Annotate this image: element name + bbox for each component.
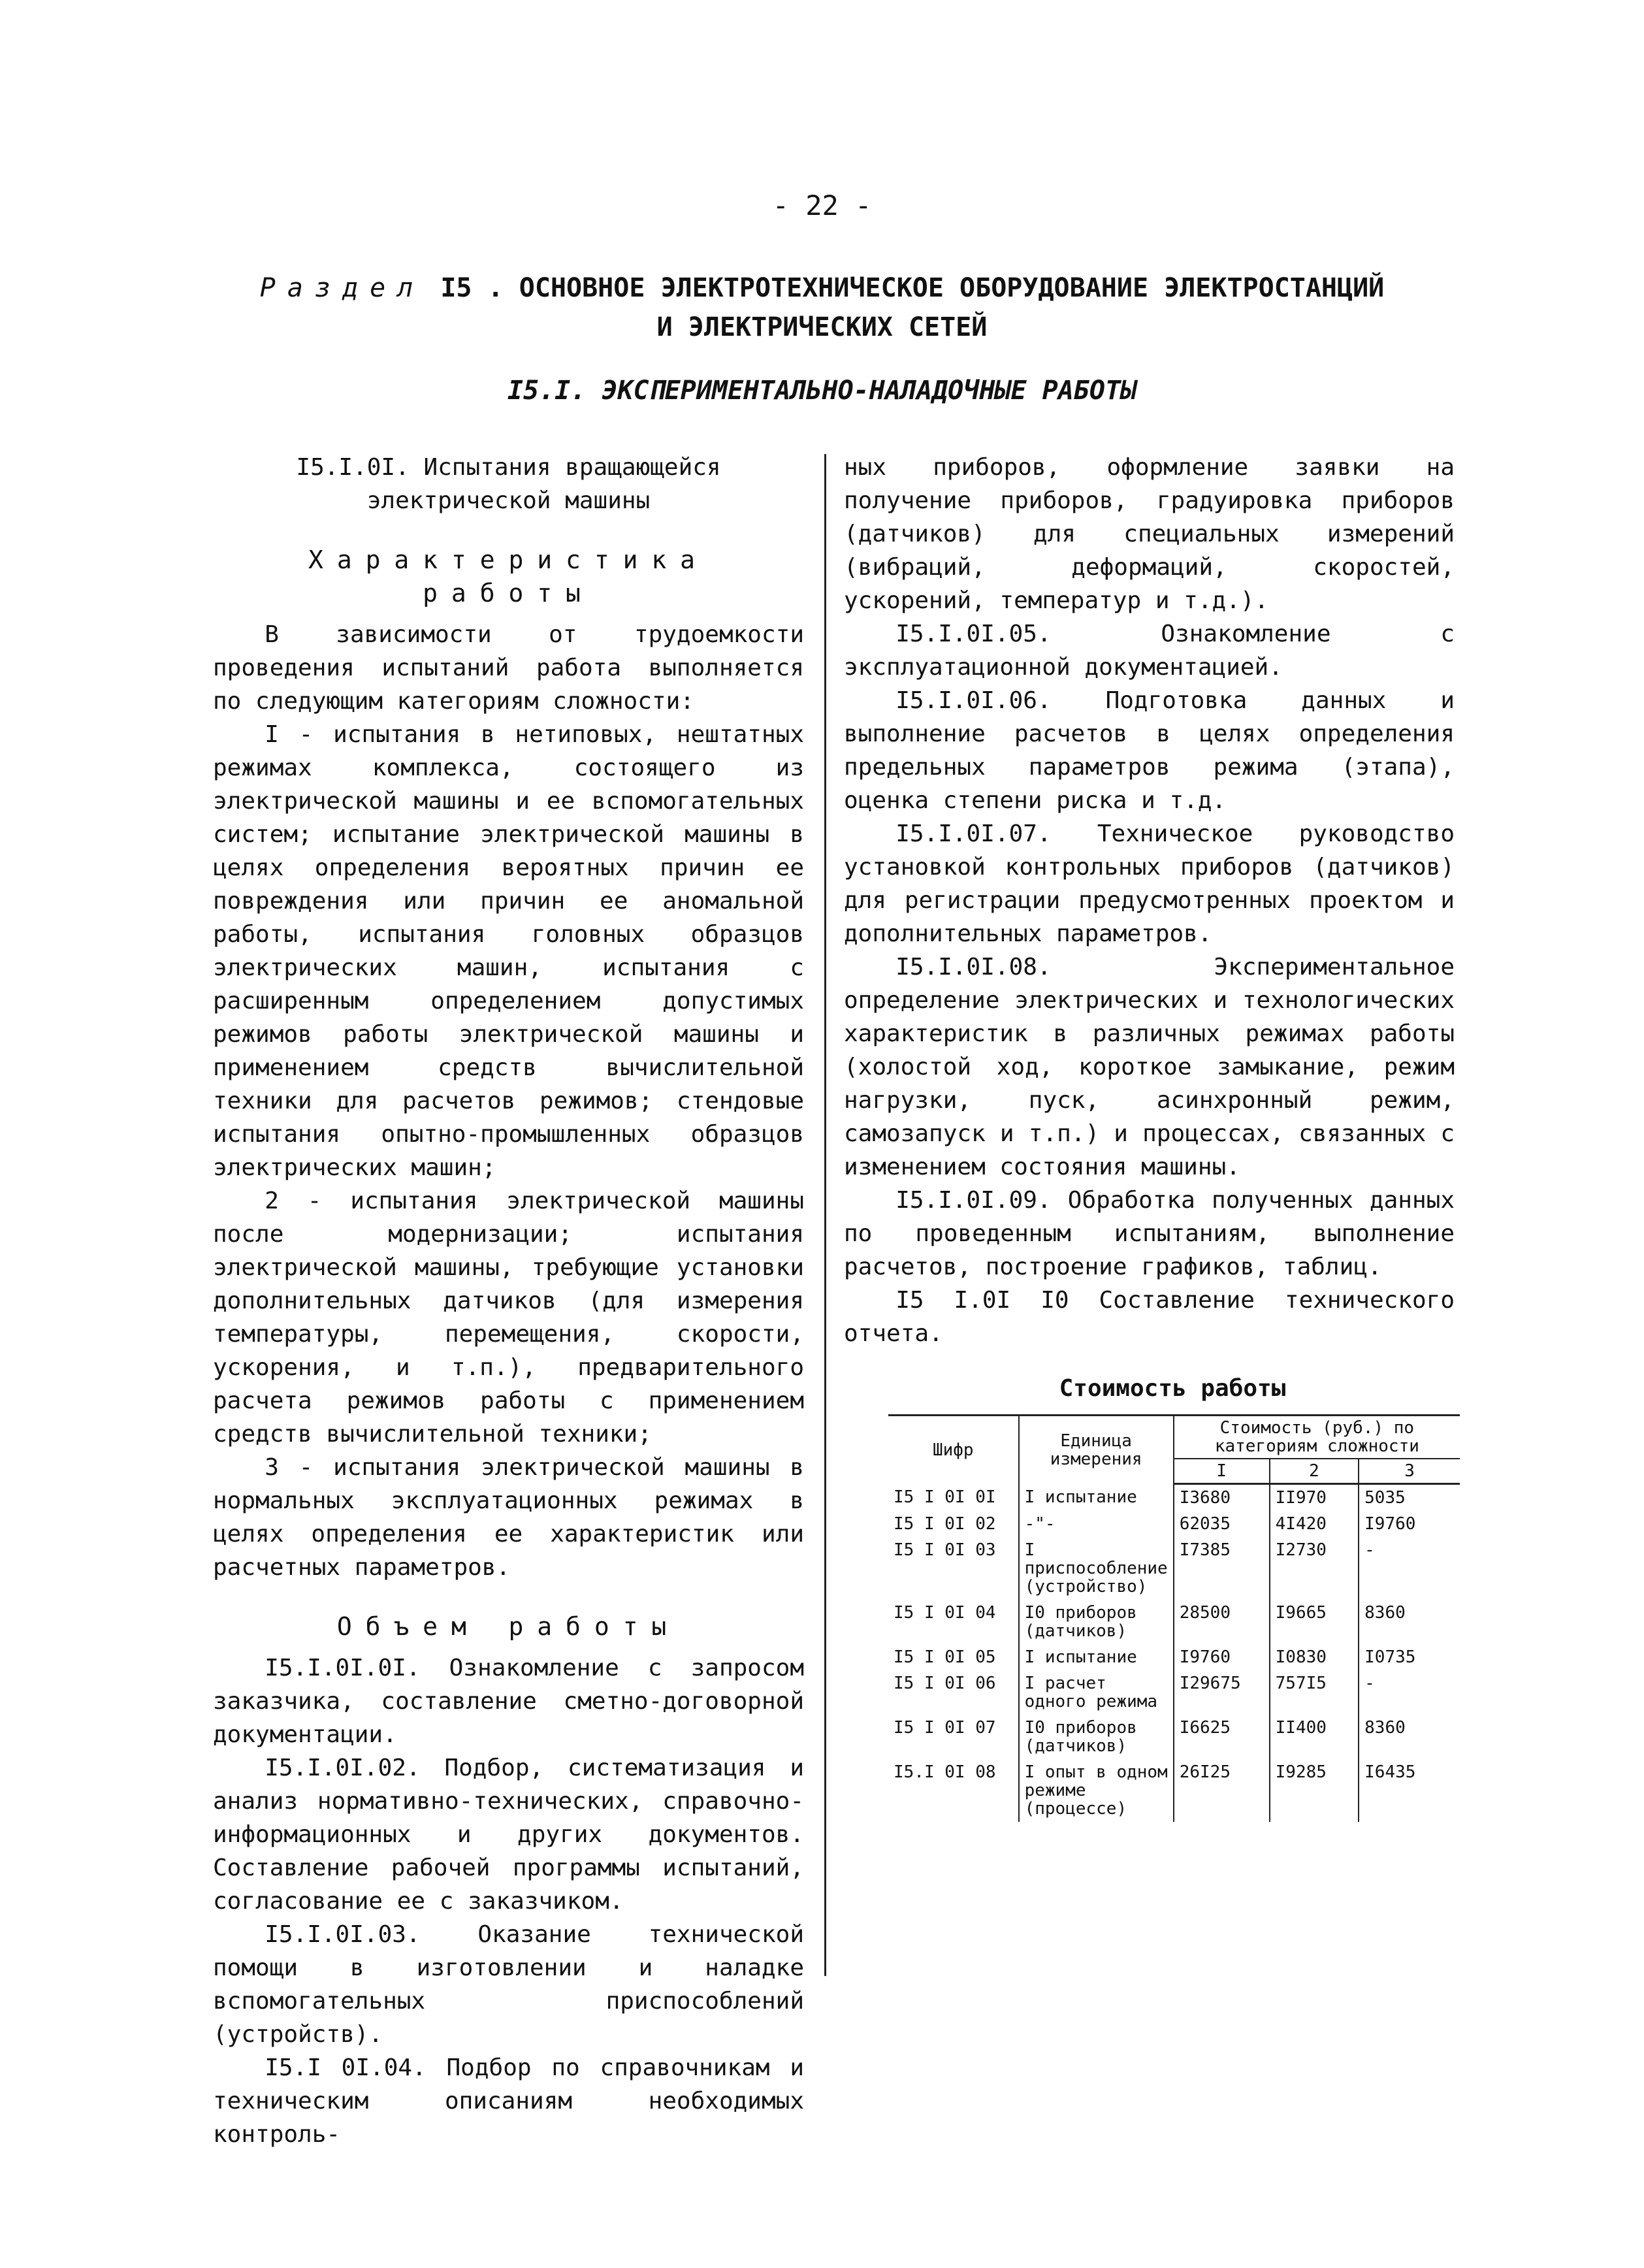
- row-unit: I приспособление (устройство): [1019, 1537, 1174, 1600]
- row-cost-3: 8360: [1359, 1715, 1460, 1759]
- row-code: I5 I 0I 02: [894, 1514, 996, 1534]
- row-code: I5.I 0I 08: [894, 1762, 996, 1782]
- row-code: I5 I 0I 04: [894, 1603, 996, 1623]
- row-cost-2: I0830: [1270, 1644, 1359, 1670]
- header-category-1: I: [1174, 1459, 1270, 1484]
- row-cost-2: I9285: [1270, 1759, 1359, 1822]
- category-2-text: 2 - испытания электрической машины после модернизации; испытания электрической машины, требующие установки дополнительных датчиков (для измерения температуры, перемещения, скорости, ускорения, и т.п.), предварительного расчета режимов работы с применением средств вычислительной техники;: [213, 1188, 804, 1448]
- cost-table: [888, 1414, 1460, 1822]
- category-3-text: 3 - испытания электрической машины в нормальных эксплуатационных режимах в целях определения ее характеристик или расчетных параметров.: [213, 1454, 804, 1581]
- row-unit: I0 приборов (датчиков): [1019, 1715, 1174, 1759]
- section-number: I5 .: [440, 273, 504, 303]
- scope-item-06: I5.I.0I.06. Подготовка данных и выполнение расчетов в целях определения предельных параметров режима (этапа), оценка степени риска и т.д.: [844, 687, 1455, 814]
- row-unit: I расчет одного режима: [1019, 1670, 1174, 1715]
- row-unit: I испытание: [1019, 1484, 1174, 1512]
- row-cost-2: II400: [1270, 1715, 1359, 1759]
- characteristic-intro: В зависимости от трудоемкости проведения испытаний работа выполняется по следующим категориям сложности:: [213, 621, 804, 715]
- row-unit: I опыт в одном режиме (процессе): [1019, 1759, 1174, 1822]
- right-column: [844, 451, 1455, 1350]
- item-title-line1: I5.I.0I. Испытания вращающейся: [296, 454, 721, 481]
- row-cost-1: 28500: [1174, 1600, 1270, 1644]
- table-row: [888, 1759, 1460, 1822]
- left-column: [213, 451, 804, 2151]
- scope-item-10: I5 I.0I I0 Составление технического отчета.: [844, 1287, 1455, 1347]
- scope-item-03: I5.I.0I.03. Оказание технической помощи в изготовлении и наладке вспомогательных приспособлений (устройств).: [213, 1921, 804, 2048]
- row-cost-1: 26I25: [1174, 1759, 1270, 1822]
- row-cost-2: I2730: [1270, 1537, 1359, 1600]
- header-code: Шифр: [888, 1416, 1019, 1484]
- scope-item-04: I5.I 0I.04. Подбор по справочникам и техническим описаниям необходимых контроль-: [213, 2054, 804, 2148]
- section-label: Раздел: [259, 273, 425, 303]
- scope-item-05: I5.I.0I.05. Ознакомление с эксплуатационной документацией.: [844, 621, 1455, 681]
- row-cost-2: 4I420: [1270, 1511, 1359, 1537]
- table-row: [888, 1670, 1460, 1715]
- scope-item-08: I5.I.0I.08. Экспериментальное определение электрических и технологических характеристик в различных режимах работы (холостой ход, короткое замыкание, режим нагрузки, пуск, асинхронный режим, самозапуск и т.п.) и процессах, связанных с изменением состояния машины.: [844, 954, 1455, 1180]
- row-cost-3: 8360: [1359, 1600, 1460, 1644]
- table-row: [888, 1511, 1460, 1537]
- row-cost-3: I9760: [1359, 1511, 1460, 1537]
- header-category-3: 3: [1359, 1459, 1460, 1484]
- row-cost-1: 62035: [1174, 1511, 1270, 1537]
- scope-item-07: I5.I.0I.07. Техническое руководство установкой контрольных приборов (датчиков) для регистрации предусмотренных проектом и дополнительных параметров.: [844, 820, 1455, 947]
- row-cost-3: I6435: [1359, 1759, 1460, 1822]
- row-cost-1: I7385: [1174, 1537, 1270, 1600]
- row-cost-1: I9760: [1174, 1644, 1270, 1670]
- column-divider: [824, 454, 826, 1976]
- row-cost-2: 757I5: [1270, 1670, 1359, 1715]
- row-cost-3: -: [1359, 1537, 1460, 1600]
- row-unit: I0 приборов (датчиков): [1019, 1600, 1174, 1644]
- section-title-line2: И ЭЛЕКТРИЧЕСКИХ СЕТЕЙ: [656, 312, 988, 342]
- table-row: [888, 1715, 1460, 1759]
- row-code: I5 I 0I 06: [894, 1674, 996, 1693]
- characteristic-heading: Характеристика работы: [308, 545, 709, 608]
- table-row: [888, 1644, 1460, 1670]
- cost-table-caption: Стоимость работы: [1059, 1375, 1286, 1402]
- scope-item-01: I5.I.0I.0I. Ознакомление с запросом заказчика, составление сметно-договорной документации.: [213, 1655, 804, 1748]
- row-cost-1: I6625: [1174, 1715, 1270, 1759]
- header-cost: Стоимость (руб.) по категориям сложности: [1174, 1416, 1460, 1459]
- scope-item-02: I5.I.0I.02. Подбор, систематизация и анализ нормативно-технических, справочно-информационных и других документов. Составление рабочей программы испытаний, согласование ее с заказчиком.: [213, 1755, 804, 1915]
- row-cost-3: 5035: [1359, 1484, 1460, 1512]
- subsection-title: I5.I. ЭКСПЕРИМЕНТАЛЬНО-НАЛАДОЧНЫЕ РАБОТЫ: [507, 376, 1137, 406]
- row-cost-1: I29675: [1174, 1670, 1270, 1715]
- row-cost-3: I0735: [1359, 1644, 1460, 1670]
- scope-item-04-continued: ных приборов, оформление заявки на получение приборов, градуировка приборов (датчиков) для специальных измерений (вибраций, деформаций, скоростей, ускорений, температур и т.д.).: [844, 454, 1455, 614]
- table-row: [888, 1537, 1460, 1600]
- header-unit: Единица измерения: [1019, 1416, 1174, 1484]
- category-1-text: I - испытания в нетиповых, нештатных режимах комплекса, состоящего из электрической машины и ее вспомогательных систем; испытание электрической машины в целях определения вероятных причин ее повреждения или причин ее аномальной работы, испытания головных образцов электрических машин, испытания с расширенным определением допустимых режимов работы электрической машины и применением средств вычислительной техники для расчетов режимов; стендовые испытания опытно-промышленных образцов электрических машин;: [213, 721, 804, 1181]
- row-code: I5 I 0I 03: [894, 1540, 996, 1560]
- row-unit: I испытание: [1019, 1644, 1174, 1670]
- table-row: [888, 1600, 1460, 1644]
- section-title-line1: ОСНОВНОЕ ЭЛЕКТРОТЕХНИЧЕСКОЕ ОБОРУДОВАНИЕ ЭЛЕКТРОСТАНЦИЙ: [519, 273, 1385, 303]
- row-unit: -"-: [1019, 1511, 1174, 1537]
- row-cost-2: II970: [1270, 1484, 1359, 1512]
- row-code: I5 I 0I 05: [894, 1647, 996, 1667]
- row-cost-3: -: [1359, 1670, 1460, 1715]
- scope-heading: Объем работы: [336, 1612, 681, 1641]
- header-category-2: 2: [1270, 1459, 1359, 1484]
- item-title-line2: электрической машины: [366, 487, 651, 514]
- row-code: I5 I 0I 07: [894, 1718, 996, 1738]
- row-cost-2: I9665: [1270, 1600, 1359, 1644]
- row-code: I5 I 0I 0I: [894, 1487, 996, 1507]
- section-heading: [0, 273, 1644, 303]
- table-row: [888, 1484, 1460, 1512]
- row-cost-1: I3680: [1174, 1484, 1270, 1512]
- scope-item-09: I5.I.0I.09. Обработка полученных данных по проведенным испытаниям, выполнение расчетов, построение графиков, таблиц.: [844, 1187, 1455, 1280]
- page-number: - 22 -: [772, 189, 872, 221]
